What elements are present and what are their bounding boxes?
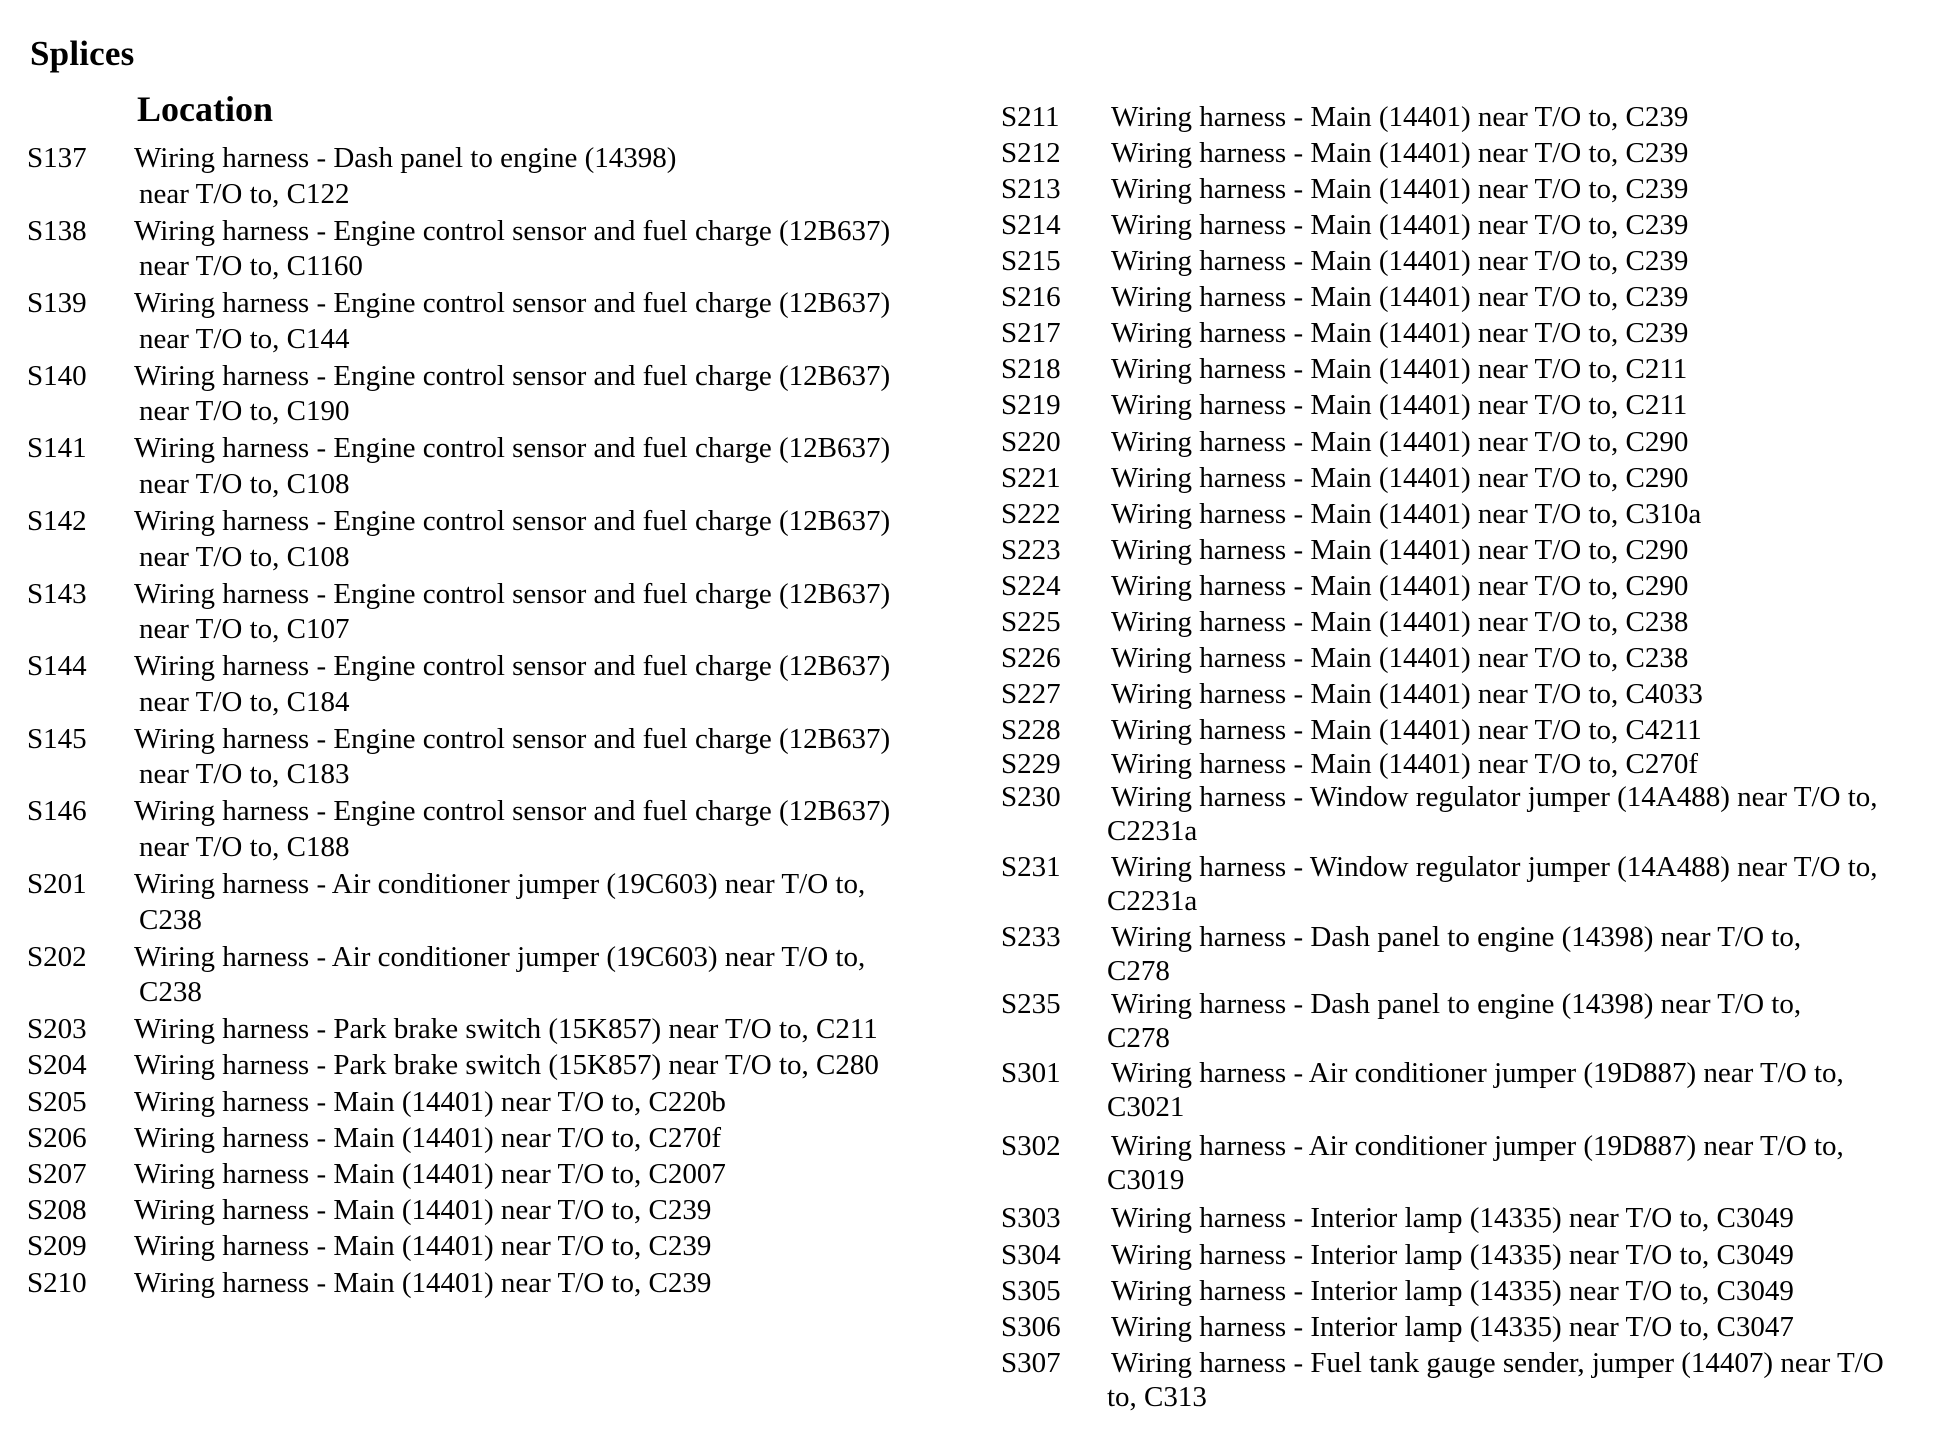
splice-location: Wiring harness - Air conditioner jumper (19D887) near T/O to, (1111, 1130, 1844, 1162)
splice-location-continued: C238 (139, 976, 202, 1009)
splice-location: Wiring harness - Dash panel to engine (14398) near T/O to, (1111, 921, 1802, 953)
splice-location-continued: near T/O to, C184 (139, 685, 350, 718)
splice-location-continued: C238 (139, 903, 202, 936)
splice-code: S213 (1001, 173, 1061, 205)
splice-code: S303 (1001, 1202, 1061, 1234)
splice-code: S207 (27, 1158, 87, 1190)
splice-entry (0, 317, 1952, 351)
splice-entry (0, 101, 1952, 135)
splice-code: S143 (27, 577, 87, 610)
splice-entry (0, 137, 1952, 171)
splice-location: Wiring harness - Fuel tank gauge sender, jumper (14407) near T/O (1111, 1347, 1884, 1379)
splice-code: S141 (27, 432, 87, 465)
splice-entry (0, 1202, 1952, 1236)
splice-entry (0, 988, 1952, 1056)
splice-location: Wiring harness - Air conditioner jumper (19C603) near T/O to, (134, 940, 866, 973)
splice-entry (0, 851, 1952, 919)
splice-location: Wiring harness - Dash panel to engine (14398) near T/O to, (1111, 988, 1802, 1020)
splice-entry (0, 462, 1952, 496)
splice-code: S210 (27, 1266, 87, 1299)
splice-location-continued: near T/O to, C107 (139, 613, 350, 646)
splice-location-continued: to, C313 (1107, 1381, 1207, 1413)
splice-entry (0, 426, 1952, 460)
splice-code: S206 (27, 1121, 87, 1154)
splice-entry (0, 1275, 1952, 1309)
splice-location-continued: near T/O to, C183 (139, 758, 350, 791)
splice-entry (0, 389, 1952, 423)
splice-location: Wiring harness - Park brake switch (15K857) near T/O to, C280 (134, 1049, 879, 1082)
splice-code: S218 (1001, 353, 1061, 385)
splice-location: Wiring harness - Main (14401) near T/O to, C310a (1111, 498, 1702, 530)
splice-location: Wiring harness - Main (14401) near T/O to, C239 (1111, 245, 1689, 277)
splice-code: S215 (1001, 245, 1061, 277)
splice-entry (0, 781, 1952, 849)
splice-code: S204 (27, 1049, 87, 1082)
splice-code: S146 (27, 795, 87, 828)
splice-code: S209 (27, 1230, 87, 1263)
splice-location-continued: C2231a (1107, 885, 1198, 917)
splice-entry (0, 281, 1952, 315)
splice-entry (0, 1057, 1952, 1125)
splice-code: S144 (27, 650, 87, 683)
splice-code: S138 (27, 214, 87, 247)
splice-code: S217 (1001, 317, 1061, 349)
splice-location: Wiring harness - Window regulator jumper (14A488) near T/O to, (1111, 781, 1878, 813)
page-title: Splices (30, 34, 135, 73)
splice-code: S202 (27, 940, 87, 973)
splice-location-continued: near T/O to, C1160 (139, 250, 363, 283)
splice-location: Wiring harness - Main (14401) near T/O to, C239 (1111, 173, 1689, 205)
splice-code: S306 (1001, 1311, 1061, 1343)
splice-entry (0, 748, 1952, 782)
splice-entry (0, 1130, 1952, 1198)
splice-location: Wiring harness - Dash panel to engine (14398) (134, 142, 677, 174)
splice-location: Wiring harness - Main (14401) near T/O to, C290 (1111, 426, 1689, 458)
splice-code: S139 (27, 287, 87, 320)
splice-entry (0, 498, 1952, 532)
splice-code: S203 (27, 1013, 87, 1046)
splice-code: S305 (1001, 1275, 1061, 1307)
splice-entry (0, 570, 1952, 604)
splice-location-continued: C2231a (1107, 815, 1198, 847)
splice-entry (0, 714, 1952, 748)
splice-code: S211 (1001, 101, 1060, 133)
splice-location: Wiring harness - Main (14401) near T/O to, C4211 (1111, 714, 1702, 746)
splice-location: Wiring harness - Main (14401) near T/O to, C211 (1111, 389, 1688, 421)
splice-location: Wiring harness - Main (14401) near T/O to, C239 (1111, 137, 1689, 169)
splice-location-continued: near T/O to, C188 (139, 830, 350, 863)
splice-code: S221 (1001, 462, 1061, 494)
splice-location: Wiring harness - Engine control sensor and fuel charge (12B637) (134, 577, 891, 610)
splice-code: S205 (27, 1085, 87, 1118)
splice-location-continued: C278 (1107, 955, 1170, 987)
splice-code: S233 (1001, 921, 1061, 953)
splice-location: Wiring harness - Main (14401) near T/O to, C290 (1111, 570, 1689, 602)
splice-location: Wiring harness - Air conditioner jumper (19D887) near T/O to, (1111, 1057, 1844, 1089)
splice-entry (0, 1311, 1952, 1345)
splice-location: Wiring harness - Main (14401) near T/O to, C220b (134, 1085, 726, 1118)
splice-location-continued: C3019 (1107, 1164, 1185, 1196)
splice-code: S304 (1001, 1239, 1061, 1271)
splice-code: S216 (1001, 281, 1061, 313)
splice-location: Wiring harness - Engine control sensor and fuel charge (12B637) (134, 214, 891, 247)
location-heading: Location (137, 89, 274, 129)
splice-location-continued: near T/O to, C108 (139, 467, 350, 500)
splice-location: Wiring harness - Main (14401) near T/O to, C290 (1111, 462, 1689, 494)
splice-code: S228 (1001, 714, 1061, 746)
splice-location: Wiring harness - Main (14401) near T/O to, C2007 (134, 1158, 726, 1190)
splice-location: Wiring harness - Main (14401) near T/O to, C290 (1111, 534, 1689, 566)
splice-code: S227 (1001, 678, 1061, 710)
splice-code: S219 (1001, 389, 1061, 421)
splice-entry (0, 606, 1952, 640)
splice-code: S201 (27, 868, 87, 900)
splice-code: S231 (1001, 851, 1061, 883)
splice-location: Wiring harness - Main (14401) near T/O to, C211 (1111, 353, 1688, 385)
splice-code: S302 (1001, 1130, 1061, 1162)
splice-code: S140 (27, 359, 87, 392)
splice-code: S224 (1001, 570, 1061, 602)
splice-code: S225 (1001, 606, 1061, 638)
splice-location: Wiring harness - Engine control sensor and fuel charge (12B637) (134, 795, 891, 828)
splice-location: Wiring harness - Engine control sensor and fuel charge (12B637) (134, 722, 891, 755)
splice-location: Wiring harness - Main (14401) near T/O to, C4033 (1111, 678, 1703, 710)
splice-code: S220 (1001, 426, 1061, 458)
splice-location: Wiring harness - Engine control sensor and fuel charge (12B637) (134, 287, 891, 320)
splice-location: Wiring harness - Main (14401) near T/O to, C239 (1111, 317, 1689, 349)
splice-location: Wiring harness - Interior lamp (14335) near T/O to, C3047 (1111, 1311, 1794, 1343)
splice-location-continued: near T/O to, C108 (139, 540, 350, 573)
splice-location: Wiring harness - Engine control sensor and fuel charge (12B637) (134, 359, 891, 392)
splice-code: S208 (27, 1194, 87, 1227)
splice-location: Wiring harness - Engine control sensor and fuel charge (12B637) (134, 505, 891, 537)
splice-entry (0, 678, 1952, 712)
splice-location: Wiring harness - Main (14401) near T/O to, C239 (134, 1194, 712, 1227)
splice-location: Wiring harness - Interior lamp (14335) near T/O to, C3049 (1111, 1239, 1794, 1271)
splice-location: Wiring harness - Main (14401) near T/O to, C238 (1111, 642, 1689, 674)
splice-code: S226 (1001, 642, 1061, 674)
splice-code: S307 (1001, 1347, 1061, 1379)
splice-code: S137 (27, 142, 87, 174)
splice-location: Wiring harness - Air conditioner jumper (19C603) near T/O to, (134, 868, 866, 900)
splice-location-continued: near T/O to, C144 (139, 322, 350, 355)
splice-location: Wiring harness - Main (14401) near T/O to, C238 (1111, 606, 1689, 638)
splice-location: Wiring harness - Main (14401) near T/O to, C239 (1111, 101, 1689, 133)
splice-entry (0, 173, 1952, 207)
splice-location: Wiring harness - Main (14401) near T/O to, C270f (134, 1121, 722, 1154)
splice-code: S142 (27, 505, 87, 537)
splice-location: Wiring harness - Interior lamp (14335) near T/O to, C3049 (1111, 1202, 1794, 1234)
splice-entry (0, 642, 1952, 676)
splice-entry (0, 921, 1952, 989)
splice-location-continued: C3021 (1107, 1091, 1185, 1123)
splice-entry (0, 209, 1952, 243)
splice-location-continued: near T/O to, C190 (139, 395, 350, 428)
splice-location: Wiring harness - Window regulator jumper (14A488) near T/O to, (1111, 851, 1878, 883)
splice-code: S301 (1001, 1057, 1061, 1089)
splice-location: Wiring harness - Engine control sensor and fuel charge (12B637) (134, 432, 891, 465)
splice-location-continued: C278 (1107, 1022, 1170, 1054)
splice-entry (0, 1347, 1952, 1415)
splice-code: S214 (1001, 209, 1061, 241)
splice-code: S223 (1001, 534, 1061, 566)
splice-location: Wiring harness - Main (14401) near T/O to, C239 (134, 1266, 712, 1299)
splice-code: S145 (27, 722, 87, 755)
splice-entry (0, 1239, 1952, 1273)
splice-entry (0, 245, 1952, 279)
splice-code: S235 (1001, 988, 1061, 1020)
splice-entry (0, 534, 1952, 568)
splice-location-continued: near T/O to, C122 (139, 177, 350, 210)
splice-code: S222 (1001, 498, 1061, 530)
splice-code: S229 (1001, 748, 1061, 780)
splice-location: Wiring harness - Main (14401) near T/O to, C239 (134, 1230, 712, 1263)
splice-location: Wiring harness - Main (14401) near T/O to, C239 (1111, 281, 1689, 313)
splice-entry (0, 353, 1952, 387)
splice-code: S230 (1001, 781, 1061, 813)
splice-location: Wiring harness - Engine control sensor and fuel charge (12B637) (134, 650, 891, 683)
splice-location: Wiring harness - Park brake switch (15K857) near T/O to, C211 (134, 1013, 878, 1046)
splice-location: Wiring harness - Main (14401) near T/O to, C270f (1111, 748, 1699, 780)
splice-code: S212 (1001, 137, 1061, 169)
splice-location: Wiring harness - Main (14401) near T/O to, C239 (1111, 209, 1689, 241)
splice-location: Wiring harness - Interior lamp (14335) near T/O to, C3049 (1111, 1275, 1794, 1307)
